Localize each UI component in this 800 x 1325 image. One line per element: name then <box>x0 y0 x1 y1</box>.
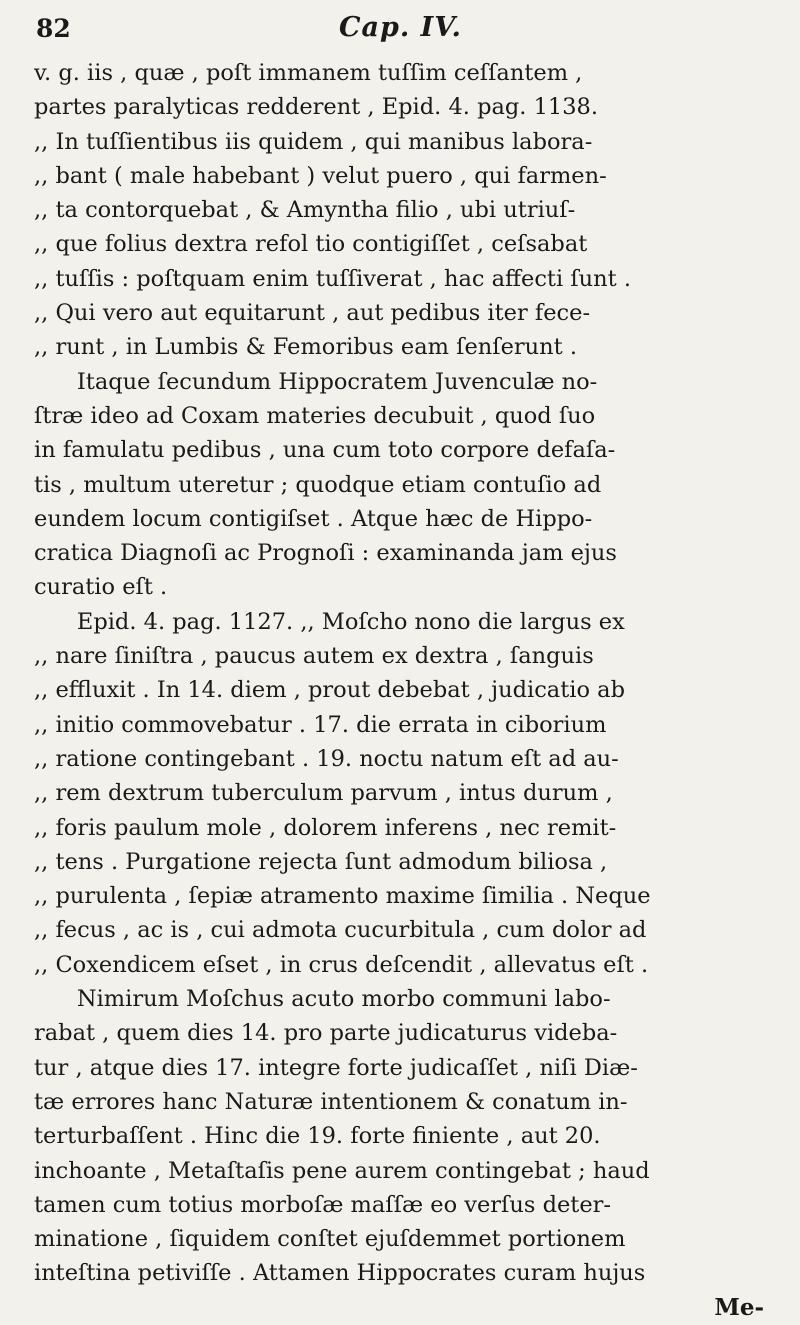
text-line: inchoante , Metaſtaſis pene aurem contingebat ; haud <box>34 1157 650 1184</box>
text-line: ,, runt , in Lumbis & Femoribus eam ſenſerunt . <box>34 334 577 361</box>
text-line: ,, rem dextrum tuberculum parvum , intus durum , <box>34 780 613 807</box>
text-line: cratica Diagnoſi ac Prognoſi : examinanda jam ejus <box>34 540 617 567</box>
text-line: ſtræ ideo ad Coxam materies decubuit , quod ſuo <box>34 402 596 429</box>
body-text <box>34 56 778 1325</box>
text-line: inteſtina petiviſſe . Attamen Hippocrates curam hujus <box>34 1260 646 1287</box>
text-line: ,, ratione contingebant . 19. noctu natum eſt ad au- <box>34 745 619 772</box>
text-line: curatio eſt . <box>34 574 168 601</box>
text-line: Nimirum Moſchus acuto morbo communi labo- <box>34 986 611 1013</box>
text-line: ,, nare ſiniſtra , paucus autem ex dextra , ſanguis <box>34 643 594 670</box>
text-line: ,, effluxit . In 14. diem , prout debebat , judicatio ab <box>34 677 625 704</box>
text-line: ,, purulenta , ſepiæ atramento maxime ſimilia . Neque <box>34 883 651 910</box>
text-line: ,, Coxendicem eſset , in crus deſcendit , allevatus eſt . <box>34 951 649 978</box>
text-line: rabat , quem dies 14. pro parte judicaturus videba- <box>34 1020 618 1047</box>
text-line: ,, In tuſſientibus iis quidem , qui manibus labora- <box>34 128 593 155</box>
text-line: eundem locum contigiſset . Atque hæc de Hippo- <box>34 505 593 532</box>
text-line: ,, tens . Purgatione rejecta ſunt admodum biliosa , <box>34 848 608 875</box>
text-line: minatione , ſiquidem conſtet ejuſdemmet portionem <box>34 1226 626 1253</box>
text-line: Itaque ſecundum Hippocratem Juvenculæ no- <box>34 368 598 395</box>
text-line: ,, Qui vero aut equitarunt , aut pedibus iter fece- <box>34 300 591 327</box>
text-line: ,, ta contorquebat , & Amyntha filio , ubi utriuſ- <box>34 197 576 224</box>
text-line: ,, que folius dextra refol tio contigiſſet , ceſsabat <box>34 231 588 258</box>
text-line: partes paralyticas redderent , Epid. 4. pag. 1138. <box>34 94 599 121</box>
text-line: ,, initio commovebatur . 17. die errata in ciborium <box>34 711 607 738</box>
text-line: tis , multum uteretur ; quodque etiam contuſio ad <box>34 471 602 498</box>
text-line: ,, fecus , ac is , cui admota cucurbitula , cum dolor ad <box>34 917 647 944</box>
text-line: tæ errores hanc Naturæ intentionem & conatum in- <box>34 1088 628 1115</box>
text-line: in famulatu pedibus , una cum toto corpore defaſa- <box>34 437 616 464</box>
catchword: Me- <box>714 1293 764 1321</box>
text-line: ,, bant ( male habebant ) velut puero , qui farmen- <box>34 162 607 189</box>
text-line: v. g. iis , quæ , poſt immanem tuſſim ceſſantem , <box>34 60 583 86</box>
text-line: terturbaſſent . Hinc die 19. forte finiente , aut 20. <box>34 1123 601 1150</box>
text-line: ,, foris paulum mole , dolorem inferens , nec remit- <box>34 814 617 841</box>
running-head <box>34 8 772 48</box>
text-line: Epid. 4. pag. 1127. ,, Moſcho nono die largus ex <box>34 608 625 635</box>
text-line: tamen cum totius morboſæ maſſæ eo verſus deter- <box>34 1191 612 1218</box>
text-line: tur , atque dies 17. integre forte judicaſſet , niſi Diæ- <box>34 1054 638 1081</box>
chapter-heading: Cap. IV. <box>339 12 462 43</box>
page-number: 82 <box>36 14 71 43</box>
text-line: ,, tuſſis : poſtquam enim tuſſiverat , hac affecti ſunt . <box>34 265 631 292</box>
